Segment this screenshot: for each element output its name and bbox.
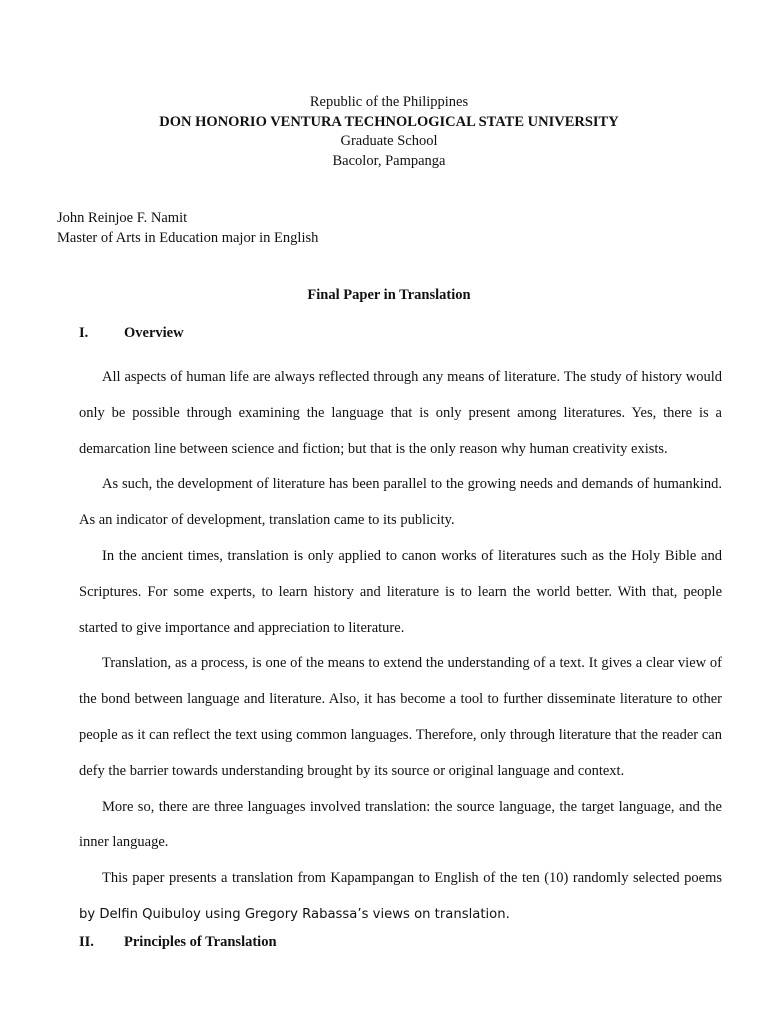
header-university: DON HONORIO VENTURA TECHNOLOGICAL STATE UNIVERSITY bbox=[159, 113, 619, 130]
paragraph: More so, there are three languages involved translation: the source language, the target language, and the inner language. bbox=[79, 798, 722, 851]
section-heading-principles bbox=[79, 934, 277, 951]
section-number: II. bbox=[79, 934, 94, 950]
paragraph: All aspects of human life are always reflected through any means of literature. The study of history would only be possible through examining the language that is only present among literatures. Yes, there is a demarcation line between science and fiction; but that is the only reason why human creativity exists. bbox=[79, 369, 722, 457]
author-program: Master of Arts in Education major in English bbox=[57, 229, 319, 246]
paragraph: As such, the development of literature has been parallel to the growing needs and demands of humankind. As an indicator of development, translation came to its publicity. bbox=[79, 476, 722, 529]
header-location: Bacolor, Pampanga bbox=[332, 152, 446, 169]
header-school: Graduate School bbox=[340, 133, 438, 149]
body-text bbox=[79, 360, 722, 933]
paragraph: Translation, as a process, is one of the means to extend the understanding of a text. It gives a clear view of the bond between language and literature. Also, it has become a tool to further disseminate literature to other people as it can reflect the text using common languages. Therefore, only through literature that the reader can defy the barrier towards understanding brought by its source or original language and context. bbox=[79, 655, 722, 779]
section-number: I. bbox=[79, 325, 89, 341]
author-block bbox=[57, 209, 318, 248]
section-heading-overview bbox=[79, 325, 184, 342]
section-title: Overview bbox=[124, 325, 184, 341]
header-country: Republic of the Philippines bbox=[309, 94, 469, 110]
author-name: John Reinjoe F. Namit bbox=[57, 210, 188, 226]
paper-title: Final Paper in Translation bbox=[307, 287, 471, 303]
paragraph-end: by Delfin Quibuloy using Gregory Rabassa’s views on translation. bbox=[79, 906, 510, 922]
paragraph-start: This paper presents a translation from Kapampangan to English of the ten (10) randomly selected poems bbox=[102, 870, 722, 887]
document-header bbox=[0, 93, 768, 171]
paragraph bbox=[79, 861, 722, 933]
paragraph: In the ancient times, translation is only applied to canon works of literatures such as the Holy Bible and Scriptures. For some experts, to learn history and literature is to learn the world better. With that, people started to give importance and appreciation to literature. bbox=[79, 547, 722, 636]
section-title: Principles of Translation bbox=[124, 934, 277, 950]
